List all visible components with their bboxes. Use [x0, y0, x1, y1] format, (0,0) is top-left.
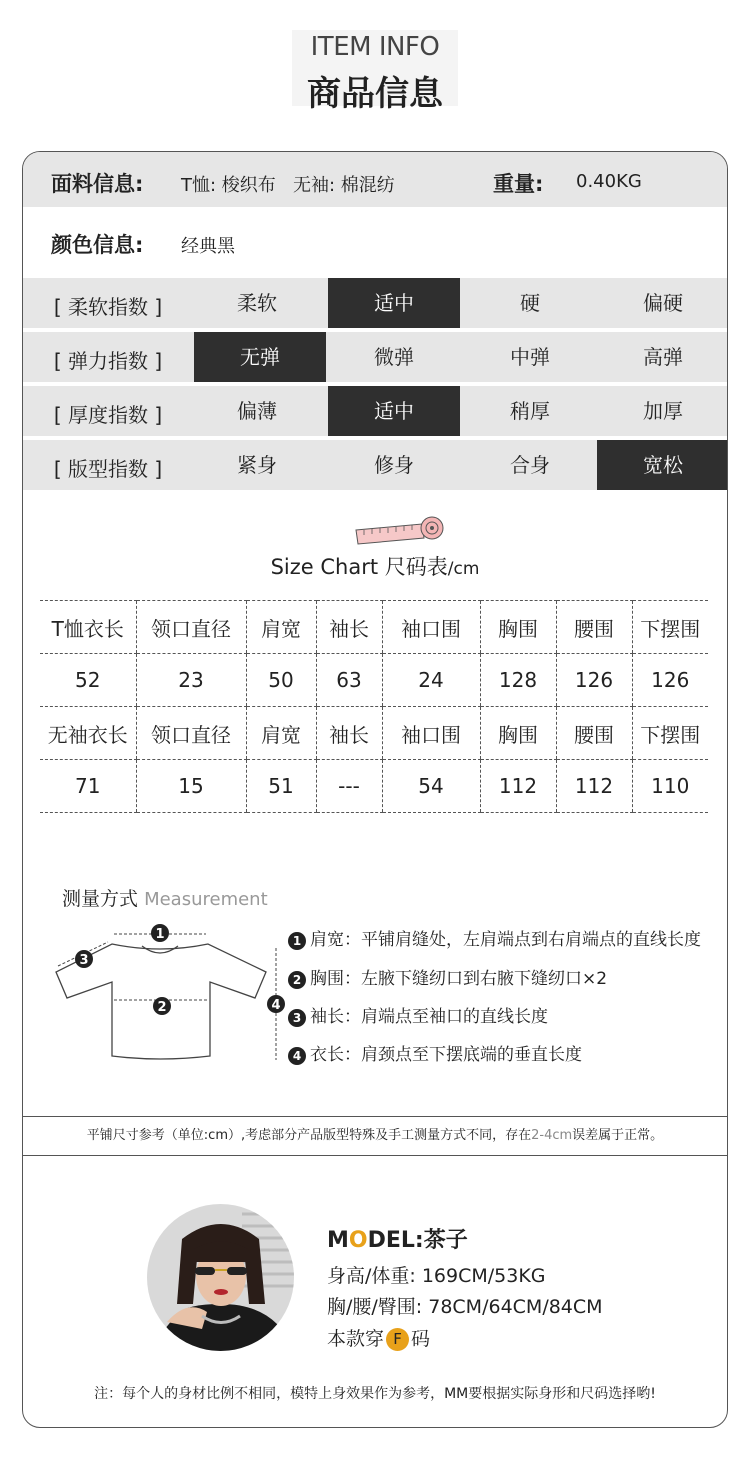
- number-badge: 1: [288, 932, 306, 950]
- measurement-line: [288, 964, 607, 989]
- table-cell: 71: [40, 760, 136, 813]
- index-option: 适中: [328, 386, 460, 436]
- index-option: 合身: [510, 453, 550, 477]
- table-header-cell: 腰围: [556, 601, 632, 654]
- measurement-text: 衣长：肩颈点至下摆底端的垂直长度: [310, 1045, 582, 1065]
- index-row-elasticity: [23, 332, 728, 382]
- size-chart-unit: /cm: [447, 559, 480, 579]
- table-header-cell: 胸围: [480, 601, 556, 654]
- measurement-title-cn: 测量方式: [62, 888, 139, 910]
- index-option: 适中: [328, 278, 460, 328]
- table-cell: 51: [246, 760, 316, 813]
- index-option: 微弹: [374, 345, 414, 369]
- table-header-cell: 无袖衣长: [40, 707, 136, 760]
- table-cell: 54: [382, 760, 480, 813]
- index-option: 高弹: [643, 345, 683, 369]
- weight-label: 重量:: [493, 172, 544, 196]
- size-table: [40, 600, 708, 813]
- footer-note: 注：每个人的身材比例不相同，模特上身效果作为参考，MM要根据实际身形和尺码选择哟!: [94, 1386, 656, 1402]
- index-option: 无弹: [194, 332, 326, 382]
- garment-diagram: [50, 920, 290, 1070]
- measurement-note: [22, 1116, 728, 1156]
- number-badge: 3: [288, 1009, 306, 1027]
- number-badge: 2: [288, 971, 306, 989]
- measurement-line: [288, 1002, 548, 1027]
- wears-suffix: 码: [411, 1328, 431, 1350]
- measurement-title-en: Measurement: [144, 889, 268, 910]
- table-row: [40, 654, 708, 707]
- wears-label: 本款穿: [327, 1328, 385, 1350]
- index-option: 偏薄: [237, 399, 277, 423]
- diagram-label-2: 2: [157, 1000, 167, 1015]
- index-row-softness: [23, 278, 728, 328]
- size-badge: F: [386, 1328, 409, 1351]
- table-cell: 23: [136, 654, 246, 707]
- note-highlight: 2-4cm: [531, 1128, 573, 1143]
- model-title-rest: DEL:茶子: [367, 1228, 468, 1253]
- table-header-cell: 袖口围: [382, 601, 480, 654]
- table-cell: 63: [316, 654, 382, 707]
- table-cell: 52: [40, 654, 136, 707]
- note-text-end: 误差属于正常。: [572, 1128, 664, 1143]
- table-row: [40, 760, 708, 813]
- index-row-fit: [23, 440, 728, 490]
- fabric-row: [23, 152, 728, 207]
- table-header-cell: 领口直径: [136, 601, 246, 654]
- measurement-text: 肩宽：平铺肩缝处，左肩端点到右肩端点的直线长度: [310, 930, 701, 950]
- index-row-thickness: [23, 386, 728, 436]
- size-chart-title-en: Size Chart: [270, 555, 379, 579]
- diagram-label-1: 1: [155, 927, 165, 942]
- table-header-cell: 肩宽: [246, 601, 316, 654]
- table-cell: ---: [316, 760, 382, 813]
- index-option: 修身: [374, 453, 414, 477]
- index-option: 中弹: [510, 345, 550, 369]
- model-title-o: O: [348, 1228, 368, 1253]
- number-badge: 4: [288, 1047, 306, 1065]
- diagram-label-3: 3: [79, 953, 89, 968]
- index-label: [ 柔软指数 ]: [53, 295, 163, 319]
- table-header-cell: 下摆围: [632, 601, 708, 654]
- fabric-label: 面料信息:: [51, 172, 144, 196]
- table-cell: 112: [480, 760, 556, 813]
- measurement-text: 袖长：肩端点至袖口的直线长度: [310, 1007, 548, 1027]
- table-row: [40, 601, 708, 654]
- table-header-cell: 下摆围: [632, 707, 708, 760]
- table-cell: 24: [382, 654, 480, 707]
- measurement-line: [288, 1040, 582, 1065]
- index-label: [ 厚度指数 ]: [53, 403, 163, 427]
- model-title: [327, 1223, 468, 1254]
- color-value: 经典黑: [181, 236, 235, 257]
- index-option: 柔软: [237, 291, 277, 315]
- measurement-title: [62, 884, 268, 911]
- color-label: 颜色信息:: [51, 233, 144, 257]
- index-option: 硬: [520, 291, 540, 315]
- table-cell: 15: [136, 760, 246, 813]
- model-title-m: M: [327, 1228, 349, 1253]
- fabric-value: T恤: 梭织布 无袖: 棉混纺: [181, 175, 395, 196]
- table-cell: 126: [556, 654, 632, 707]
- model-height-weight: 身高/体重: 169CM/53KG: [327, 1265, 546, 1287]
- measurement-text: 胸围：左腋下缝纫口到右腋下缝纫口×2: [310, 969, 608, 989]
- model-measurements: 胸/腰/臀围: 78CM/64CM/84CM: [327, 1296, 603, 1318]
- model-avatar: [147, 1204, 294, 1351]
- index-option: 加厚: [643, 399, 683, 423]
- diagram-label-4: 4: [271, 998, 281, 1013]
- table-header-cell: 领口直径: [136, 707, 246, 760]
- measurement-line: [288, 925, 701, 950]
- table-header-cell: T恤衣长: [40, 601, 136, 654]
- header-title-cn: 商品信息: [307, 74, 443, 114]
- table-header-cell: 袖长: [316, 601, 382, 654]
- weight-value: 0.40KG: [576, 171, 642, 192]
- table-header-cell: 袖口围: [382, 707, 480, 760]
- size-chart-title-cn: 尺码表: [384, 555, 448, 579]
- table-row: [40, 707, 708, 760]
- tape-measure-icon: [352, 516, 446, 546]
- table-header-cell: 肩宽: [246, 707, 316, 760]
- size-chart-title: [0, 551, 750, 581]
- table-cell: 50: [246, 654, 316, 707]
- table-header-cell: 腰围: [556, 707, 632, 760]
- index-label: [ 弹力指数 ]: [53, 349, 163, 373]
- index-label: [ 版型指数 ]: [53, 457, 163, 481]
- header-title-en: ITEM INFO: [310, 32, 440, 62]
- model-wears-size: [327, 1324, 430, 1351]
- index-option: 偏硬: [643, 291, 683, 315]
- table-header-cell: 袖长: [316, 707, 382, 760]
- index-option: 稍厚: [510, 399, 550, 423]
- table-header-cell: 胸围: [480, 707, 556, 760]
- index-option: 紧身: [237, 453, 277, 477]
- note-text: 平铺尺寸参考（单位:cm）,考虑部分产品版型特殊及手工测量方式不同，存在: [86, 1128, 532, 1143]
- table-cell: 126: [632, 654, 708, 707]
- table-cell: 110: [632, 760, 708, 813]
- table-cell: 112: [556, 760, 632, 813]
- table-cell: 128: [480, 654, 556, 707]
- index-option: 宽松: [597, 440, 728, 490]
